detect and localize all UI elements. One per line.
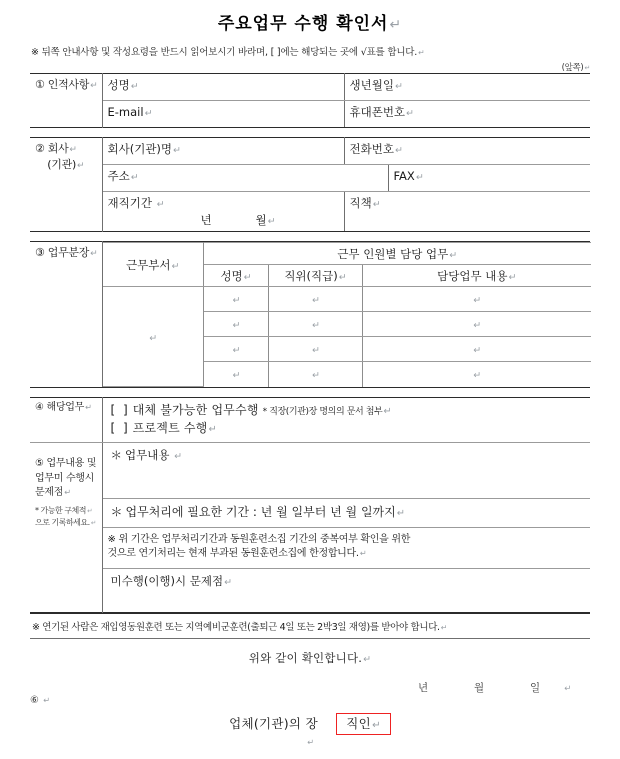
section5-label-text1: ⑤ 업무내용 및: [35, 458, 97, 470]
return-mark-icon: ↵: [173, 145, 181, 156]
signature-number-text: ⑥: [30, 694, 39, 706]
seal-box[interactable]: [336, 713, 391, 736]
cell-name[interactable]: [204, 287, 269, 312]
section5-label-line1: [35, 457, 97, 472]
section-work-assignment: [30, 241, 590, 388]
signature-trailing-mark: [30, 735, 590, 748]
section3-label-text: ③ 업무분장: [35, 246, 90, 260]
section3-inner-wrap: [102, 242, 590, 388]
checkbox-option-2-text: 프로젝트 수행: [132, 420, 208, 435]
return-mark-icon: ↵: [130, 172, 139, 183]
signature-number: [30, 695, 50, 706]
field-company-name[interactable]: [102, 138, 344, 165]
field-address-label: 주소: [107, 169, 130, 183]
cell-name[interactable]: [204, 337, 269, 362]
col-header-rank: [269, 265, 363, 287]
cell-name[interactable]: [204, 312, 269, 337]
field-tenure-units: [108, 212, 339, 229]
return-mark-icon: ↵: [232, 370, 241, 382]
page-title-text: 주요업무 수행 확인서: [217, 14, 389, 34]
return-mark-icon: ↵: [363, 653, 372, 665]
field-tenure[interactable]: [102, 192, 344, 232]
signer-label: 업체(기관)의 장: [229, 715, 318, 731]
return-mark-icon: ↵: [90, 249, 98, 260]
return-mark-icon: ↵: [394, 81, 403, 92]
col-header-duty-text: 담당업무 내용: [437, 268, 508, 283]
field-work-content[interactable]: [102, 443, 590, 499]
return-mark-icon: ↵: [76, 161, 85, 172]
table-row: [30, 242, 590, 388]
field-fax-label: FAX: [393, 169, 415, 183]
checkbox-1[interactable]: [ ]: [110, 403, 130, 418]
section1-label: [30, 74, 102, 128]
table-row: [30, 74, 590, 101]
cell-duty[interactable]: [363, 312, 591, 337]
date-day: 일: [529, 681, 541, 694]
return-mark-icon: ↵: [473, 345, 482, 357]
checkbox-option-2[interactable]: [111, 420, 585, 437]
return-mark-icon: ↵: [338, 271, 347, 283]
table-row: [103, 287, 591, 312]
section5-label-line3: [35, 486, 97, 501]
section4-label: [30, 398, 102, 443]
bullet-icon: ＊: [110, 448, 122, 463]
return-mark-icon: ↵: [473, 295, 482, 307]
guide-note-text: ※ 뒤쪽 안내사항 및 작성요령을 반드시 읽어보시기 바라며, [ ]에는 해당되는 곳에 √표를 합니다.: [31, 47, 418, 58]
field-phone-label: 전화번호: [349, 142, 394, 156]
tenure-month-unit: 월: [255, 212, 267, 227]
table-row: [30, 568, 590, 612]
date-line[interactable]: [30, 666, 590, 695]
col-header-dept: [103, 243, 204, 287]
col-header-rank-text: 직위(직급): [284, 268, 338, 283]
cell-name[interactable]: [204, 362, 269, 387]
cell-duty[interactable]: [363, 362, 591, 387]
return-mark-icon: ↵: [372, 718, 381, 731]
return-mark-icon: ↵: [396, 508, 405, 520]
field-work-period-label: 업무처리에 필요한 기간 : 년 월 일부터 년 월 일까지: [125, 505, 396, 520]
return-mark-icon: ↵: [473, 370, 482, 382]
section-personal-info: [30, 73, 590, 128]
field-tenure-label: 재직기간: [107, 196, 152, 210]
return-mark-icon: ↵: [418, 48, 425, 57]
period-note-text2: 것으로 연기처리는 현재 부과된 동원훈련소집에 한정합니다.: [107, 548, 359, 560]
return-mark-icon: ↵: [232, 320, 241, 332]
field-work-period[interactable]: [102, 499, 590, 527]
table-row: [30, 192, 590, 232]
return-mark-icon: ↵: [406, 108, 414, 119]
col-group-header-text: 근무 인원별 담당 업무: [337, 246, 449, 261]
confirm-statement: [30, 639, 590, 666]
field-position[interactable]: [344, 192, 590, 232]
cell-rank[interactable]: [269, 312, 363, 337]
return-mark-icon: ↵: [130, 81, 139, 92]
table-header-row: [103, 243, 591, 265]
return-mark-icon: ↵: [415, 172, 424, 183]
date-month: 월: [473, 681, 485, 694]
return-mark-icon: ↵: [174, 451, 182, 463]
return-mark-icon: ↵: [372, 199, 381, 210]
return-mark-icon: ↵: [312, 370, 320, 382]
return-mark-icon: ↵: [171, 260, 180, 272]
checkbox-option-1-note: * 직장(기관)장 명의의 문서 첨부: [262, 407, 383, 418]
return-mark-icon: ↵: [43, 694, 51, 705]
return-mark-icon: ↵: [232, 295, 241, 307]
section5-hint: [35, 501, 97, 529]
table-row: [30, 499, 590, 527]
table-row: [30, 398, 590, 443]
return-mark-icon: ↵: [312, 295, 320, 307]
checkbox-option-1[interactable]: [111, 402, 585, 419]
return-mark-icon: ↵: [84, 402, 92, 413]
return-mark-icon: ↵: [90, 81, 98, 91]
cell-duty[interactable]: [363, 287, 591, 312]
cell-rank[interactable]: [269, 287, 363, 312]
field-problem-label: 미수행(이행)시 문제점: [110, 573, 224, 588]
return-mark-icon: ↵: [144, 108, 153, 119]
return-mark-icon: ↵: [232, 345, 241, 357]
section2-label: [30, 138, 102, 232]
return-mark-icon: ↵: [90, 518, 96, 527]
checkbox-2[interactable]: [ ]: [110, 420, 130, 435]
period-note-line1: [108, 533, 586, 548]
section5-label-text2: 업무미 수행시: [35, 472, 95, 484]
date-year: 년: [417, 681, 429, 694]
section5-label-line2: [35, 472, 97, 487]
field-address[interactable]: [102, 165, 388, 192]
return-mark-icon: ↵: [584, 64, 590, 72]
return-mark-icon: ↵: [564, 683, 572, 694]
signature-area: [30, 695, 590, 751]
section-duty-and-content: [30, 397, 590, 612]
return-mark-icon: ↵: [440, 622, 447, 632]
field-work-content-label: 업무내용: [125, 448, 170, 463]
field-mobile[interactable]: [344, 101, 590, 128]
col-header-dept-text: 근무부서: [126, 257, 171, 272]
section5-label-text3: 문제점: [35, 487, 64, 499]
return-mark-icon: ↵: [312, 345, 320, 357]
return-mark-icon: ↵: [473, 320, 482, 332]
signature-line: [30, 713, 590, 736]
col-header-name: [204, 265, 269, 287]
seal-label: 직인: [346, 715, 372, 731]
confirm-statement-text: 위와 같이 확인합니다.: [248, 650, 363, 665]
return-mark-icon: ↵: [312, 320, 320, 332]
field-birthdate-label: 생년월일: [349, 78, 394, 92]
field-phone[interactable]: [344, 138, 590, 165]
footer-note-text: ※ 연기된 사람은 재입영동원훈련 또는 지역예비군훈련(출퇴근 4일 또는 2박3일 재영)를 받아야 합니다.: [32, 621, 440, 633]
section5-label: [30, 443, 102, 612]
table-row: [30, 165, 590, 192]
table-row: [30, 101, 590, 128]
field-tenure-label-row: [108, 195, 339, 212]
return-mark-icon: ↵: [224, 576, 233, 588]
return-mark-icon: ↵: [156, 199, 165, 210]
return-mark-icon: ↵: [389, 17, 403, 33]
page-side-text: (앞쪽): [561, 63, 584, 73]
section1-label-text: ① 인적사항: [35, 78, 90, 91]
table-row: [30, 138, 590, 165]
form-page: [0, 9, 620, 759]
section3-label: [30, 242, 102, 388]
col-header-duty: [363, 265, 591, 287]
work-assignment-table: [103, 242, 591, 387]
field-name-label: 성명: [107, 78, 130, 92]
section-spacer: [0, 232, 620, 241]
table-row: [30, 443, 590, 499]
field-position-label: 직책: [349, 196, 372, 210]
section2-label-text2: (기관): [47, 158, 76, 172]
section5-hint-line1: * 가능한 구체적: [35, 505, 86, 515]
field-email-label: E-mail: [107, 105, 144, 119]
return-mark-icon: ↵: [243, 271, 252, 283]
period-note: [102, 527, 590, 568]
col-header-name-text: 성명: [220, 268, 243, 283]
section-company: [30, 137, 590, 232]
cell-rank[interactable]: [269, 337, 363, 362]
table-row: [30, 527, 590, 568]
page-side-label: [0, 58, 620, 73]
return-mark-icon: ↵: [69, 145, 77, 155]
field-name[interactable]: [102, 74, 344, 101]
period-note-text1: ※ 위 기간은 업무처리기간과 동원훈련소집 기간의 중복여부 확인을 위한: [107, 533, 411, 545]
return-mark-icon: ↵: [64, 487, 71, 498]
guide-note: [0, 44, 620, 58]
field-company-name-label: 회사(기관)명: [107, 142, 173, 156]
section5-hint-line2: 으로 기록하세요.: [35, 517, 90, 527]
field-email[interactable]: [102, 101, 344, 128]
return-mark-icon: ↵: [359, 548, 367, 559]
section-spacer: [0, 388, 620, 397]
return-mark-icon: ↵: [149, 332, 158, 344]
return-mark-icon: ↵: [394, 145, 403, 156]
bullet-icon: ＊: [110, 505, 123, 520]
field-birthdate[interactable]: [344, 74, 590, 101]
section-spacer: [0, 128, 620, 137]
tenure-year-unit: 년: [200, 212, 212, 227]
return-mark-icon: ↵: [383, 406, 392, 418]
section2-label-line1: [35, 141, 97, 157]
return-mark-icon: ↵: [86, 506, 92, 515]
cell-rank[interactable]: [269, 362, 363, 387]
return-mark-icon: ↵: [267, 215, 276, 227]
page-title: [0, 9, 620, 34]
cell-dept-value[interactable]: [103, 287, 204, 387]
field-problem[interactable]: [102, 568, 590, 612]
return-mark-icon: ↵: [508, 271, 517, 283]
field-fax[interactable]: [388, 165, 590, 192]
period-note-line2: [108, 547, 586, 562]
section4-label-text: ④ 해당업무: [35, 402, 84, 414]
return-mark-icon: ↵: [307, 737, 314, 748]
section4-options: [102, 398, 590, 443]
cell-duty[interactable]: [363, 337, 591, 362]
return-mark-icon: ↵: [208, 423, 217, 435]
col-group-header: [204, 243, 591, 265]
section2-label-line2: [35, 157, 97, 173]
checkbox-option-1-text: 대체 불가능한 업무수행: [132, 403, 259, 418]
footer-note: [30, 613, 590, 639]
field-mobile-label: 휴대폰번호: [349, 105, 406, 119]
return-mark-icon: ↵: [449, 249, 458, 261]
section2-label-text1: ② 회사: [35, 142, 69, 155]
